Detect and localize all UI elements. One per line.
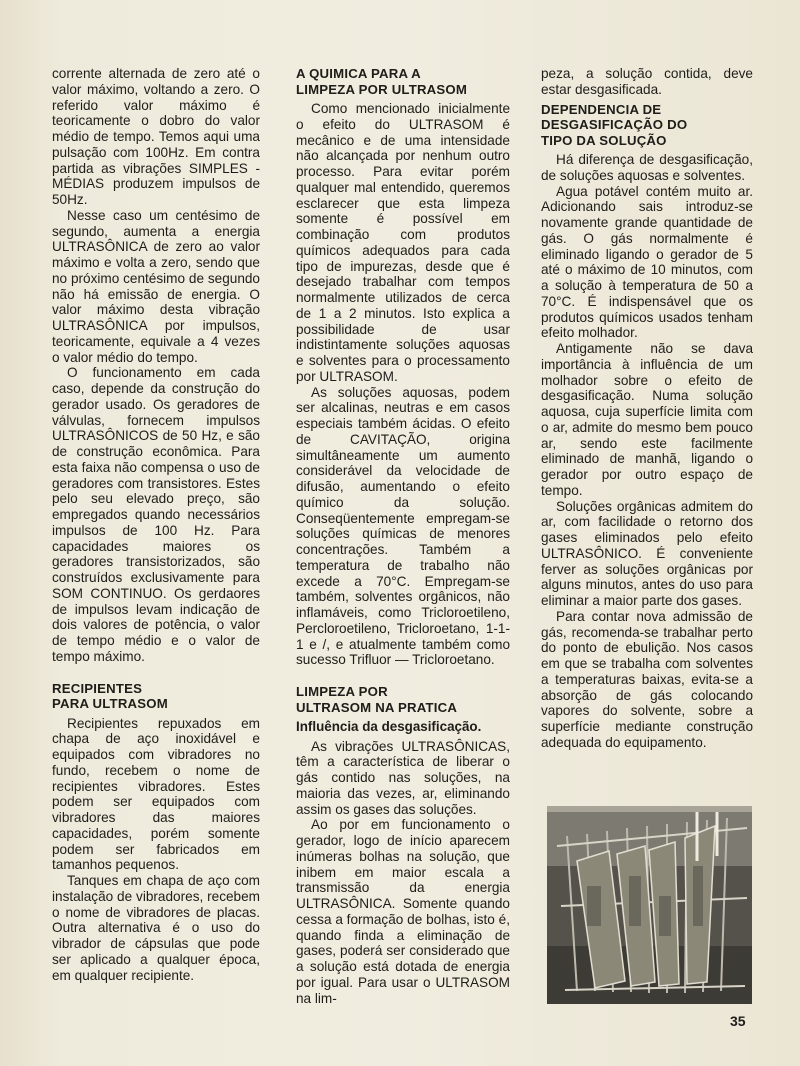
page-number: 35 bbox=[730, 1013, 746, 1029]
paragraph: Recipientes repuxados em chapa de aço inoxidável e equipados com vibradores no fundo, recebem o nome de recipientes vibradores. Estes podem ser equipados com vibradores das maiores capacidades, porém somente podem ser fabricados em tamanhos pequenos. bbox=[52, 715, 260, 873]
photo-ultrasonic-basket bbox=[547, 806, 752, 1004]
paragraph: O funcionamento em cada caso, depende da construção do gerador usado. Os geradores de válvulas, fornecem impulsos ULTRASÔNICOS de 50 Hz, e são de construção econômica. Para esta faixa não compensa o uso de geradores com transistores. Estes pelo seu elevado preço, são empregados quando necessários impulsos de 100 Hz. Para capacidades maiores os geradores transistorizados, são construídos exclusivamente para SOM CONTINUO. Os gerdaores de impulsos levam indicação de dois valores de potência, o valor de tempo médio e o valor de tempo máximo. bbox=[52, 365, 260, 664]
subheading-influencia: Influência da desgasificação. bbox=[296, 719, 482, 734]
paragraph: Agua potável contém muito ar. Adicionando sais introduz-se novamente grande quantidade de gás. O gás normalmente é eliminado ligando o gerador de 5 até o máximo de 10 minutos, com a solução à temperatura de 50 a 70°C. É indispensável que os produtos químicos usados tenham efeito molhador. bbox=[541, 183, 753, 341]
paragraph: Soluções orgânicas admitem do ar, com facilidade o retorno dos gases eliminados pelo efeito ULTRASÔNICO. É conveniente ferver as soluções orgânicas por alguns minutos, antes do uso para eliminar a maior parte dos gases. bbox=[541, 498, 753, 608]
paragraph: Tanques em chapa de aço com instalação de vibradores, recebem o nome de vibradores de placas. Outra alternativa é o uso do vibrador de cápsulas que pode ser aplicado a qualquer época, em qualquer recipiente. bbox=[52, 873, 260, 983]
paragraph: As vibrações ULTRASÔNICAS, têm a característica de liberar o gás contido nas soluções, na maioria das vezes, ar, eliminando assim os gases das soluções. bbox=[296, 738, 510, 817]
paragraph: Ao por em funcionamento o gerador, logo de início aparecem inúmeras bolhas na solução, que inibem em maior escala a transmissão da energia ULTRASÔNICA. Somente quando cessa a formação de bolhas, isto é, quando finda a eliminação de gases, poderá ser considerado que a solução está dotada de energia por igual. Para usar o ULTRASOM na lim- bbox=[296, 817, 510, 1006]
paragraph: As soluções aquosas, podem ser alcalinas, neutras e em casos especiais também ácidas. O efeito de CAVITAÇÃO, origina simultâneamente um aumento considerável da velocidade de difusão, aumentando o efeito químico da solução. Conseqüentemente empregam-se soluções químicas de menores concentrações. Também a temperatura de trabalho não excede a 70°C. Empregam-se também, solventes orgânicos, não inflamáveis, como Tricloroetileno, Percloroetileno, Tricloroetano, 1-1-1 e /, e atualmente também como sucesso Trifluor — Tricloroetano. bbox=[296, 384, 510, 668]
paragraph: Antigamente não se dava importância à influência de um molhador sobre o efeito de desgasificação. Numa solução aquosa, cuja superfície limita com o ar, admite do mesmo bem pouco ar, sendo este facilmente eliminado de manhã, ligando o gerador por outro espaço de tempo. bbox=[541, 341, 753, 498]
paragraph: Há diferença de desgasificação, de soluções aquosas e solventes. bbox=[541, 152, 753, 183]
paragraph: Como mencionado inicialmente o efeito do ULTRASOM é mecânico e de uma intensidade não alcançada por nenhum outro processo. Para evitar porém qualquer mal entendido, queremos esclarecer que esta limpeza somente é possível em combinação com produtos químicos adequados para cada tipo de impurezas, desde que é desejado trabalhar com tempos normalmente utilizados de cerca de 1 a 2 minutos. Isto explica a possibilidade de usar indistintamente soluções aquosas e solventes para o processamento por ULTRASOM. bbox=[296, 101, 510, 384]
section-heading-limpeza: LIMPEZA POR ULTRASOM NA PRATICA bbox=[296, 684, 458, 715]
text-column-1 bbox=[52, 66, 260, 983]
text-column-3 bbox=[541, 66, 753, 751]
paragraph: corrente alternada de zero até o valor máximo, voltando a zero. O referido valor máximo é teoricamente o dobro do valor médio de tempo. Temos aqui uma pulsação com 100Hz. Em contra partida as vibrações SIMPLES - MÉDIAS produzem impulsos de 50Hz. bbox=[52, 66, 260, 207]
section-heading-quimica: A QUIMICA PARA A LIMPEZA POR ULTRASOM bbox=[296, 66, 468, 97]
basket-illustration bbox=[547, 806, 752, 1004]
paragraph: peza, a solução contida, deve estar desgasificada. bbox=[541, 66, 753, 97]
paragraph: Nesse caso um centésimo de segundo, aumenta a energia ULTRASÔNICA de zero ao valor máximo e volta a zero, sendo que no próximo centésimo de segundo não há emissão de energia. O valor máximo desta vibração ULTRASÔNICA por impulsos, teoricamente, equivale a 4 vezes o valor médio do tempo. bbox=[52, 207, 260, 365]
paragraph: Para contar nova admissão de gás, recomenda-se trabalhar perto do ponto de ebulição. Nos casos em que se trabalha com solventes a temperaturas baixas, evita-se a absorção de gás colocando vapores do solvente, sobre a superfície mediante construção adequada do equipamento. bbox=[541, 608, 753, 750]
text-column-2 bbox=[296, 66, 510, 1006]
section-heading-dependencia: DEPENDENCIA DE DESGASIFICAÇÃO DO TIPO DA SOLUÇÃO bbox=[541, 101, 688, 148]
section-heading-recipientes: RECIPIENTES PARA ULTRASOM bbox=[52, 680, 168, 711]
